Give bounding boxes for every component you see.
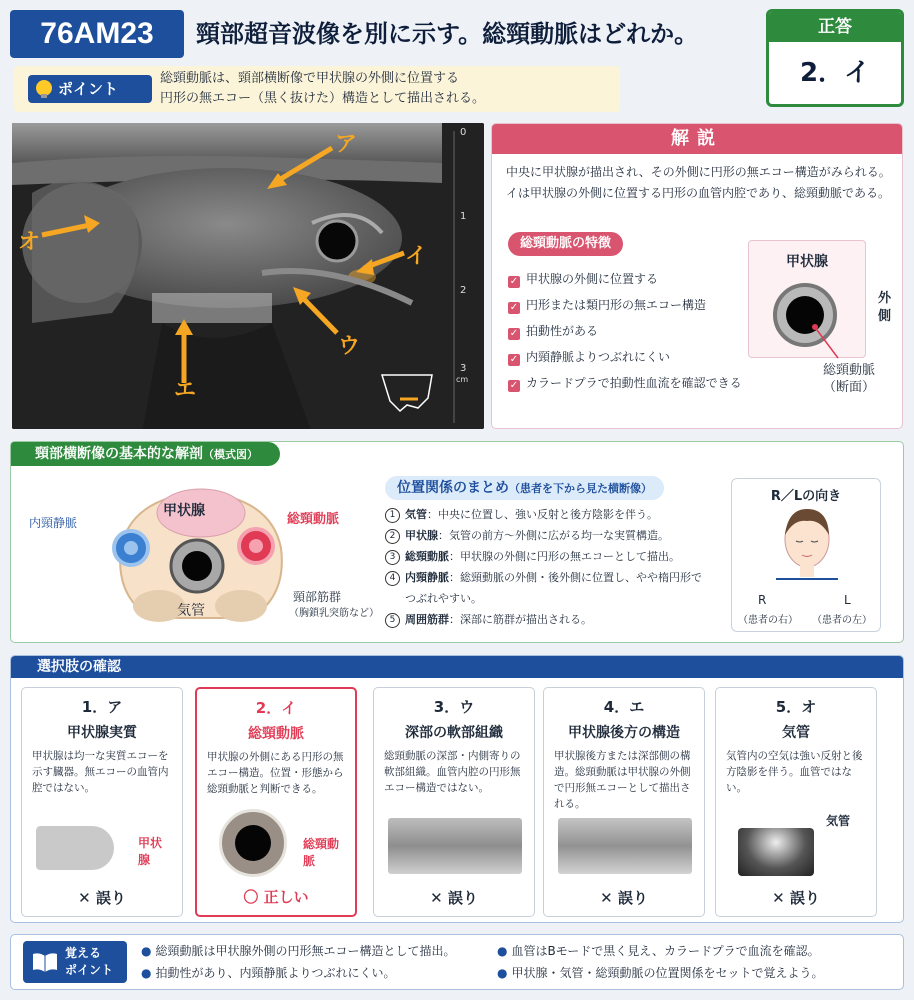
point-box bbox=[14, 66, 620, 112]
depth-tick-1: 1 bbox=[460, 211, 467, 222]
choice-thumb bbox=[388, 818, 522, 874]
anatomy-section bbox=[10, 441, 904, 643]
answer-value: 2．イ bbox=[799, 58, 871, 88]
orientation-r: R bbox=[758, 593, 767, 607]
feature-title: 総頸動脈の特徴 bbox=[508, 232, 623, 256]
check-icon: ✓ bbox=[509, 354, 519, 365]
anatomy-muscle-note: （胸鎖乳突筋など） bbox=[289, 608, 379, 619]
memo-item-3: ● 拍動性があり、内頸静脈よりつぶれにくい。 bbox=[141, 966, 396, 980]
feature-list bbox=[508, 266, 742, 396]
ultrasound-image bbox=[12, 123, 484, 429]
choices-title: 選択肢の確認 bbox=[11, 656, 903, 678]
point-label: ポイント bbox=[58, 80, 119, 98]
relation-item: 1 気管：中央に位置し、強い反射と後方陰影を伴う。 bbox=[385, 504, 715, 525]
check-icon: ✓ bbox=[509, 276, 519, 287]
anatomy-artery: 総頸動脈 bbox=[287, 512, 340, 527]
point-tag bbox=[28, 75, 152, 103]
memo-section bbox=[10, 934, 904, 990]
artery-label: 総頸動脈 （断面） bbox=[822, 363, 875, 395]
depth-tick-2: 2 bbox=[460, 285, 467, 296]
point-text bbox=[160, 69, 485, 109]
choice-thumb bbox=[558, 818, 692, 874]
lightbulb-icon bbox=[36, 80, 52, 96]
memo-item-4: ● 甲状腺・気管・総頸動脈の位置関係をセットで覚えよう。 bbox=[497, 966, 824, 980]
feature-item: ✓ 円形または類円形の無エコー構造 bbox=[509, 298, 707, 313]
choice-thumb: 気管 bbox=[730, 808, 864, 876]
orientation-l: L bbox=[844, 593, 851, 607]
choice-card-5[interactable]: 5．オ 気管 気管内の空気は強い反射と後方陰影を伴う。血管ではない。 気管 ✕ 誤り bbox=[715, 687, 877, 917]
face-illustration bbox=[772, 505, 842, 585]
relation-item: 3 総頸動脈：甲状腺の外側に円形の無エコーとして描出。 bbox=[385, 546, 715, 567]
anatomy-muscle: 頸部筋群 bbox=[293, 590, 342, 604]
relation-item: 5 周囲筋群：深部に筋群が描出される。 bbox=[385, 609, 715, 630]
feature-item: ✓ 甲状腺の外側に位置する bbox=[509, 272, 659, 287]
point-line-2: 円形の無エコー（黒く抜けた）構造として描出される。 bbox=[160, 91, 486, 106]
depth-tick-0: 0 bbox=[460, 127, 467, 138]
choices-section bbox=[10, 655, 904, 923]
relation-item: 4 内頸静脈：総頸動脈の外側・後外側に位置し、やや楕円形で bbox=[385, 567, 715, 588]
explanation-text: 中央に甲状腺が描出され、その外側に円形の無エコー構造がみられる。イは甲状腺の外側に位置する円形の血管内腔であり、総頸動脈である。 bbox=[506, 165, 891, 200]
depth-tick-3: 3 bbox=[460, 363, 467, 374]
orientation-box bbox=[731, 478, 881, 632]
question-id: 76AM23 bbox=[10, 10, 184, 58]
outer-label-2: 側 bbox=[878, 309, 892, 324]
label-i: イ bbox=[405, 244, 428, 269]
anatomy-trachea: 気管 bbox=[177, 603, 205, 619]
answer-box bbox=[766, 9, 904, 107]
anatomy-title: 頸部横断像の基本的な解剖（模式図） bbox=[11, 442, 280, 466]
label-e: エ bbox=[174, 378, 197, 403]
relations-title: 位置関係のまとめ（患者を下から見た横断像） bbox=[385, 476, 664, 500]
depth-unit: cm bbox=[456, 375, 469, 384]
label-u: ウ bbox=[338, 334, 361, 359]
book-icon bbox=[31, 951, 59, 973]
choice-card-2[interactable]: 2．イ 総頸動脈 甲状腺の外側にある円形の無エコー構造。位置・形態から総頸動脈と判断できる。 総頸動脈 〇 正しい bbox=[195, 687, 357, 917]
check-icon: ✓ bbox=[509, 302, 519, 313]
label-o: オ bbox=[18, 230, 41, 255]
choice-thumb: 甲状腺 bbox=[36, 808, 170, 876]
choice-card-3[interactable]: 3．ウ 深部の軟部組織 総頸動脈の深部・内側寄りの軟部組織。血管内腔の円形無エコー構造ではない。 ✕ 誤り bbox=[373, 687, 535, 917]
explanation-panel bbox=[491, 123, 903, 429]
memo-item-1: ● 総頸動脈は甲状腺外側の円形無エコー構造として描出。 bbox=[141, 944, 456, 958]
relations-summary bbox=[385, 476, 715, 630]
memo-item-2: ● 血管はBモードで黒く見え、カラードプラで血流を確認。 bbox=[497, 944, 820, 958]
relation-item: つぶれやすい。 bbox=[405, 592, 482, 605]
relation-item: 2 甲状腺：気管の前方〜外側に広がる均一な実質構造。 bbox=[385, 525, 715, 546]
point-line-1: 総頸動脈は、頸部横断像で甲状腺の外側に位置する bbox=[160, 71, 460, 86]
choice-card-1[interactable]: 1．ア 甲状腺実質 甲状腺は均一な実質エコーを示す臓器。無エコーの血管内腔ではない。 甲状腺 ✕ 誤り bbox=[21, 687, 183, 917]
orientation-r-note: （患者の右） bbox=[738, 615, 798, 626]
anatomy-vein: 内頸静脈 bbox=[29, 516, 78, 530]
choice-thumb: 総頸動脈 bbox=[211, 809, 345, 877]
label-a: ア bbox=[335, 132, 358, 157]
diagram-thyroid-label: 甲状腺 bbox=[786, 254, 828, 270]
outer-label-1: 外 bbox=[878, 291, 892, 306]
orientation-l-note: （患者の左） bbox=[812, 615, 872, 626]
choice-card-4[interactable]: 4．エ 甲状腺後方の構造 甲状腺後方または深部側の構造。総頸動脈は甲状腺の外側で円形無エコーとして描出される。 ✕ 誤り bbox=[543, 687, 705, 917]
check-icon: ✓ bbox=[509, 380, 519, 391]
question-title: 頸部超音波像を別に示す。総頸動脈はどれか。 bbox=[196, 20, 699, 48]
feature-item: ✓ カラードプラで拍動性血流を確認できる bbox=[509, 376, 742, 391]
answer-label: 正答 bbox=[769, 12, 901, 42]
memo-tag: 覚える ポイント bbox=[23, 941, 127, 983]
feature-item: ✓ 拍動性がある bbox=[509, 324, 599, 339]
orientation-title: R／Lの向き bbox=[770, 489, 842, 504]
explanation-title: 解説 bbox=[492, 124, 902, 154]
anatomy-thyroid: 甲状腺 bbox=[163, 503, 205, 519]
check-icon: ✓ bbox=[509, 328, 519, 339]
feature-item: ✓ 内頸静脈よりつぶれにくい bbox=[509, 350, 671, 365]
